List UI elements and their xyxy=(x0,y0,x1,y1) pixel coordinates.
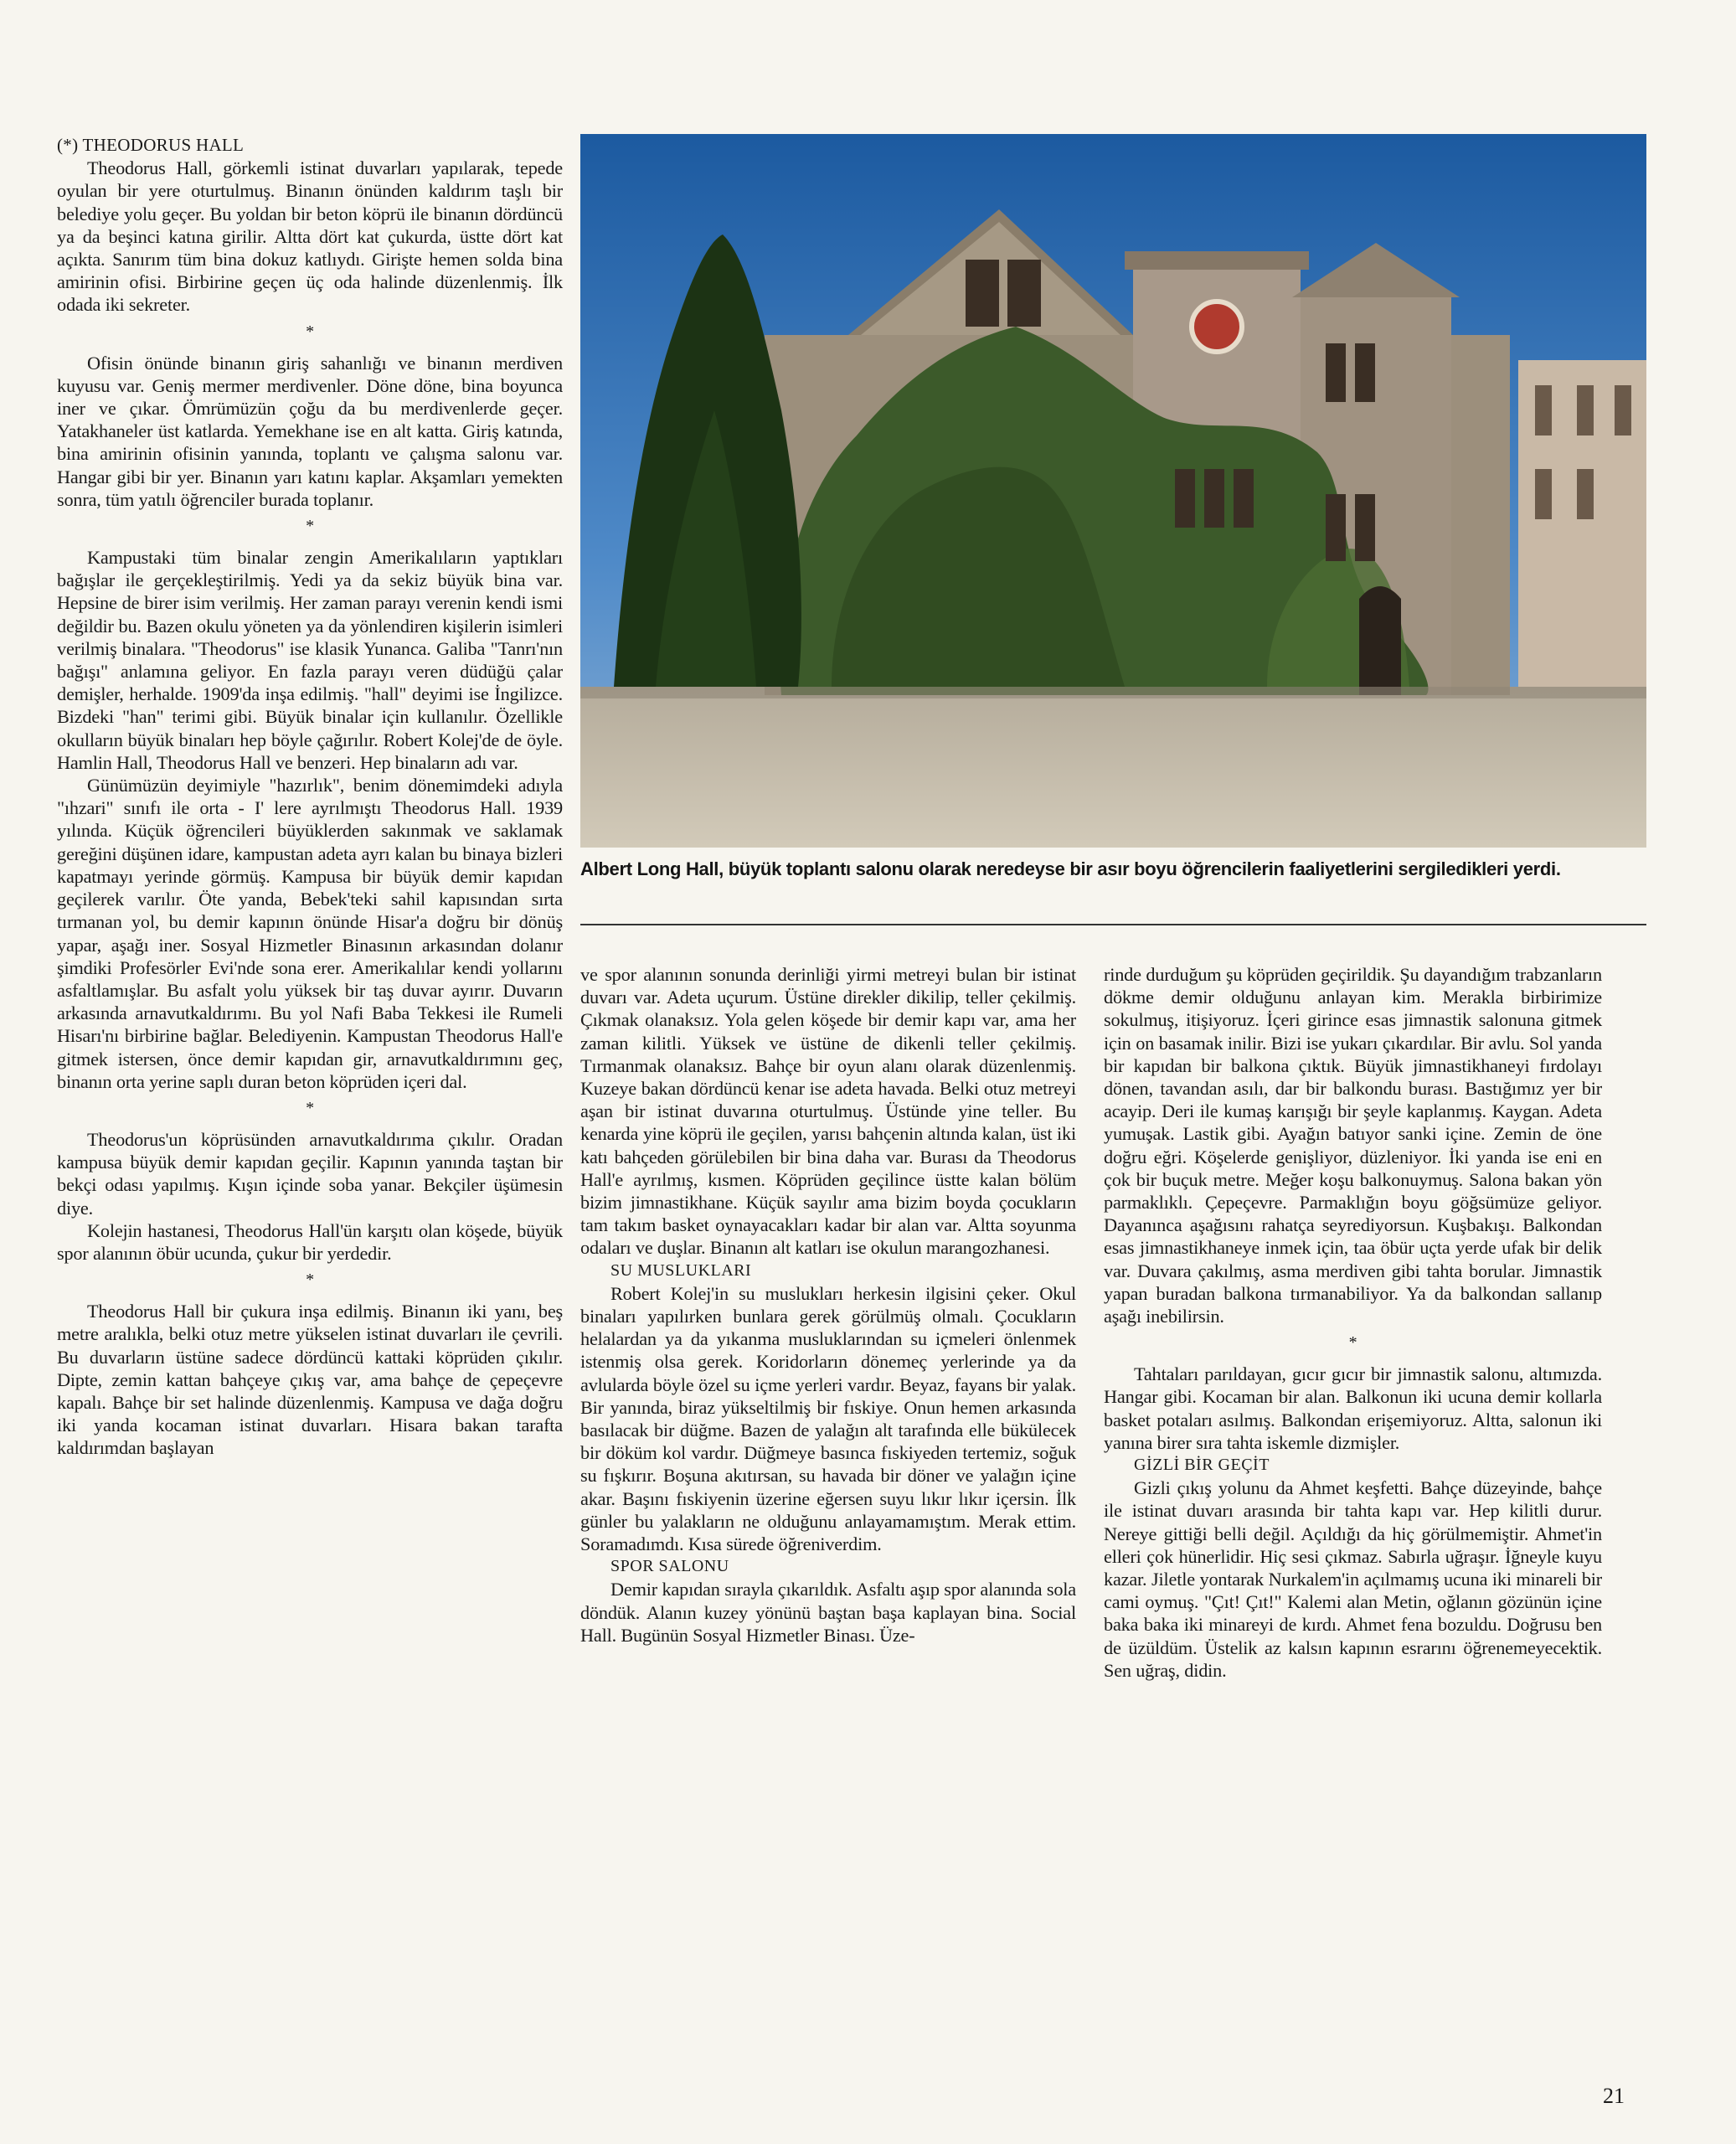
paragraph: Tahtaları parıldayan, gıcır gıcır bir jimnastik salonu, altımızda. Hangar gibi. Kocaman bir alan. Balkonun iki ucuna demir kollarla basket potaları asılmış. Balkondan erişemiyoruz. Altta, salonun iki yanına birer sıra tahta iskemle dizmişler. xyxy=(1104,1363,1602,1453)
separator-asterisk: * xyxy=(306,517,314,536)
paragraph: Theodorus'un köprüsünden arnavutkaldırıma çıkılır. Oradan kampusa büyük demir kapıdan geçilir. Kapının yanında taştan bir bekçi odası yapılmış. Kışın içinde soba yanar. Bekçiler üşümesin diye. xyxy=(57,1128,563,1219)
divider xyxy=(580,924,1646,925)
paragraph: Gizli çıkış yolunu da Ahmet keşfetti. Bahçe düzeyinde, bahçe ile istinat duvarı arasında bir tahta kapı var. Hep kilitli durur. Nereye gittiği belli değil. Açıldığı da hiç görülmemiştir. Ahmet'in elleri çok hünerlidir. Hiç sesi çıkmaz. Sabırla uğraşır. İğneyle kuyu kazar. Jiletle yontarak Nurkalem'in açılmamış ucuna iki minareli bir cami oymuş. "Çıt! Çıt!" Kalemi alan Metin, oğlanın gözünün içine baka baka iki minareyi de kırdı. Ahmet fena bozuldu. Doğrusu ben de üzüldüm. Üstelik az kalsın kapının esrarını öğrenemeyecektik. Sen uğraş, didin. xyxy=(1104,1477,1602,1681)
section-heading: (*) THEODORUS HALL xyxy=(57,135,245,155)
photo-caption: Albert Long Hall, büyük toplantı salonu olarak neredeyse bir asır boyu öğrencilerin faaliyetlerini sergiledikleri yerdi. xyxy=(580,858,1561,879)
separator-asterisk: * xyxy=(1348,1333,1357,1353)
subheading: SU MUSLUKLARI xyxy=(610,1260,752,1280)
paragraph: Günümüzün deyimiyle "hazırlık", benim dönemimdeki adıyla "ıhzari" sınıfı ile orta - I' lere ayrılmıştı Theodorus Hall. 1939 yılında. Küçük öğrencileri büyüklerden sakınmak ve saklamak gereğini düşünen idare, kampustan adeta ayrı kalan bu binaya bizleri kapatmayı yerinde görmüş. Kampusa bir büyük demir kapıdan geçilerek varılır. Öte yanda, Bebek'teki sahil kapısından sırta tırmanan yol, bu demir kapının önünde Hisar'a doğru bir dönüş yapar, aşağı iner. Sosyal Hizmetler Binasının arkasından dolanır şimdiki Profesörler Evi'nde sona erer. Amerikalılar kendi yollarını asfaltlamışlar. Bu asfalt yolu yüksek bir taş duvar ayırır. Duvarın arkasında arnavutkaldırımı. Bu yol Nafi Baba Tekkesi ile Rumeli Hisarı'nı birbirine bağlar. Belediyenin. Kampustan Theodorus Hall'e gitmek istersen, önce demir kapıdan gir, arnavutkaldırımını geç, binanın orta yerine saplı duran beton köprüden içeri dal. xyxy=(57,775,563,1092)
paragraph: Demir kapıdan sırayla çıkarıldık. Asfaltı aşıp spor alanında sola döndük. Alanın kuzey yönünü baştan başa kaplayan bina. Social Hall. Bugünün Sosyal Hizmetler Binası. Üze- xyxy=(580,1579,1076,1646)
paragraph: Robert Kolej'in su muslukları herkesin ilgisini çeker. Okul binaları yapılırken bunlara gerek görülmüş olmalı. Çocukların helalardan ya da yıkanma musluklarından su içmeleri önlenmek istenmiş olsa gerek. Koridorların dönemeç yerlerinde ya da avlularda böyle özel su içme yerleri vardır. Beyaz, fayans bir yalak. Bir yanında, biraz yükseltilmiş bir fıskiye. Onun hemen arkasında basılacak bir düğme. Bazen de yalağın alt tarafında elle bükülecek bir döküm kol vardır. Düğmeye basınca fıskiyeden tertemiz, soğuk su fışkırır. Boşuna akıtırsan, su havada bir döner ve yalağın içine akar. Başını fıskiyenin üzerine eğersen suyu lıkır lıkır içersin. İlk günler bu yalakların ne olduğunu anlayamamıştım. Merak ettim. Soramadımdı. Kısa sürede öğreniverdim. xyxy=(580,1282,1076,1555)
separator-asterisk: * xyxy=(306,1270,314,1290)
paragraph: rinde durduğum şu köprüden geçirildik. Şu dayandığım trabzanların dökme demir olduğunu anlayan kim. Merakla birbirimize sokulmuş, itişiyoruz. İçeri girince esas jimnastik salonuna gitmek için on basamak inilir. Bizi ise yukarı çıkardılar. Bir avlu. Sol yanda bir kapıdan bir balkona çıktık. Büyük jimnastikhaneyi fırdolayı dönen, tavandan asılı, dar bir balkondu burası. Bastığımız yer bir acayip. Deri ile kumaş karışığı bir şeyle kaplanmış. Kaygan. Adeta yumuşak. Lastik gibi. Ayağın batıyor sanki içine. Zemin de öne doğru eğri. Köşelerde genişliyor, düzleniyor. İki yanda ise eni en çok bir buçuk metre. Meğer koşu balkonuymuş. Salona bakan yön parmaklıklı. Çepeçevre. Parmaklığın boyu göğsümüze geliyor. Dayanınca aşağısını rahatça seyrediyorsun. Kuşbakışı. Balkondan esas jimnastikhaneye inmek için, taa öbür uçta yerde ufak bir delik var. Duvara çakılmış, asma merdiven gibi tahta borular. Jimnastik yapan buradan balkona tırmanabiliyor. Ya da balkondan sallanıp aşağı inebilirsin. xyxy=(1104,964,1602,1327)
paragraph: Ofisin önünde binanın giriş sahanlığı ve binanın merdiven kuyusu var. Geniş mermer merdivenler. Döne döne, bina boyunca iner ve çıkar. Ömrümüzün çoğu da bu merdivenlerde geçer. Yatakhaneler üst katlarda. Yemekhane ise en alt katta. Giriş katında, bina amirinin ofisinin yanında, toplantı ve çalışma salonu var. Hangar gibi bir yer. Binanın yarı katını kaplar. Akşamları yemekten sonra, tüm yatılı öğrenciler burada toplanır. xyxy=(57,352,563,510)
albert-long-hall-illustration xyxy=(580,134,1646,848)
paragraph: Theodorus Hall bir çukura inşa edilmiş. Binanın iki yanı, beş metre aralıkla, belki otuz metre yükselen istinat duvarları ile çevrili. Bu duvarların üstüne sadece dördüncü kattaki köprüden çıkılır. Dipte, zemin kattan bahçeye çıkış var, ama bahçe de çepeçevre kapalı. Bahçe bir set halinde düzenlenmiş. Kampusa ve dağa doğru iki yanda kocaman istinat duvarları. Hisara bakan tarafta kaldırımdan başlayan xyxy=(57,1301,563,1459)
subheading: SPOR SALONU xyxy=(610,1557,729,1576)
separator-asterisk: * xyxy=(306,1098,314,1117)
paragraph: Kolejin hastanesi, Theodorus Hall'ün karşıtı olan köşede, büyük spor alanının öbür ucunda, çukur bir yerdedir. xyxy=(57,1219,563,1264)
paragraph: ve spor alanının sonunda derinliği yirmi metreyi bulan bir istinat duvarı var. Adeta uçurum. Üstüne direkler dikilip, teller çekilmiş. Çıkmak olanaksız. Yola gelen köşede bir demir kapı var, ama her zaman kilitli. Yüksek ve üstüne de dikenli teller çekilmiş. Tırmanmak olanaksız. Bahçe bir oyun alanı olarak düzenlenmiş. Kuzeye bakan dördüncü kenar ise adeta havada. Belki otuz metreyi aşan bir istinat duvarına oturtulmuş. Üstünde yine teller. Bu kenarda yine köprü ile geçilen, yarısı bahçenin altında kalan, üst iki katı bahçeden görülebilen bir bina daha var. Burası da Theodorus Hall'e ayrılmış, kısmen. Köprüden geçilince üstte kalan bölüm bizim jimnastikhane. Küçük sayılır ama bizim boyda çocukların tam takım basket oynayacakları kadar bir alan var. Altta soyunma odaları ve duşlar. Binanın alt katları ise okulun marangozhanesi. xyxy=(580,964,1076,1259)
subheading: GİZLİ BİR GEÇİT xyxy=(1134,1456,1270,1475)
column-middle xyxy=(580,963,1076,1647)
building-photo xyxy=(580,134,1646,848)
paragraph: Theodorus Hall, görkemli istinat duvarları yapılarak, tepede oyulan bir yere oturtulmuş. Binanın önünden kaldırım taşlı bir belediye yolu geçer. Bu yoldan bir beton köprü ile binanın dördüncü ya da beşinci katına girilir. Altta dört kat çukurda, üstte dört kat açıkta. Sanırım tüm bina dokuz katlıydı. Girişte hemen solda bina amirinin ofisi. Birbirine geçen üç oda halinde düzenlenmiş. İlk odada iki sekreter. xyxy=(57,157,563,316)
column-right xyxy=(1104,963,1602,1682)
column-left xyxy=(57,134,563,1460)
separator-asterisk: * xyxy=(306,322,314,341)
page-number: 21 xyxy=(1603,2084,1625,2108)
paragraph: Kampustaki tüm binalar zengin Amerikalıların yaptıkları bağışlar ile gerçekleştirilmiş. Yedi ya da sekiz büyük bina var. Hepsine de birer isim verilmiş. Her zaman parayı verenin kendi ismi değildir bu. Bazen okulu yöneten ya da yönlendiren kişilerin isimleri verilmiş binalara. "Theodorus" ise klasik Yunanca. Galiba "Tanrı'nın bağışı" anlamına geliyor. En fazla parayı veren düdüğü çalar demişler, herhalde. 1909'da inşa edilmiş. "hall" deyimi ise İngilizce. Bizdeki "han" terimi gibi. Büyük binalar için kullanılır. Özellikle okulların büyük binaları hep böyle çağırılır. Robert Kolej'de de öyle. Hamlin Hall, Theodorus Hall ve benzeri. Hep binaların adı var. xyxy=(57,547,563,773)
